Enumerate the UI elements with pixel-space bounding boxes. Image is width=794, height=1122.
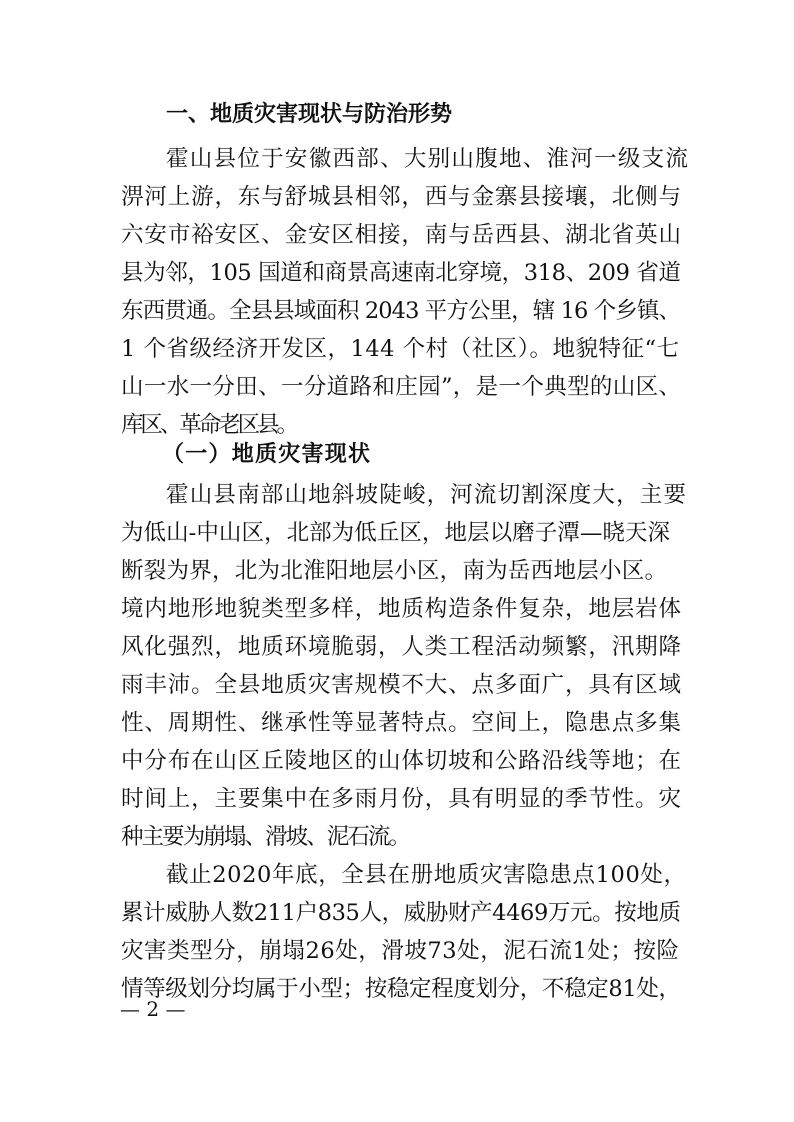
section-title: 一、地质灾害现状与防治形势 bbox=[166, 102, 452, 127]
paragraph-line: 情等级划分均属于小型；按稳定程度划分，不稳定81处， bbox=[121, 976, 681, 1002]
paragraph-line: 灾害类型分，崩塌26处，滑坡73处，泥石流1处；按险 bbox=[121, 938, 680, 964]
page-number: — 2 — bbox=[120, 997, 186, 1021]
paragraph-line: 种主要为崩塌、滑坡、泥石流。 bbox=[121, 824, 410, 850]
paragraph-line: 六安市裕安区、金安区相接，南与岳西县、湖北省英山 bbox=[121, 222, 682, 248]
paragraph-line: 1 个省级经济开发区，144 个村（社区）。地貌特征“七 bbox=[121, 336, 680, 362]
paragraph-line: 截止2020年底，全县在册地质灾害隐患点100处， bbox=[166, 862, 687, 888]
paragraph-line: 时间上，主要集中在多雨月份，具有明显的季节性。灾 bbox=[121, 786, 682, 812]
paragraph-line: 性、周期性、继承性等显著特点。空间上，隐患点多集 bbox=[121, 710, 682, 736]
paragraph-line: 淠河上游，东与舒城县相邻，西与金寨县接壤，北侧与 bbox=[121, 184, 682, 210]
paragraph-line: 累计威胁人数211户835人，威胁财产4469万元。按地质 bbox=[121, 900, 681, 926]
paragraph-line: 断裂为界，北为北淮阳地层小区，南为岳西地层小区。 bbox=[121, 558, 668, 584]
paragraph-line: 境内地形地貌类型多样，地质构造条件复杂，地层岩体 bbox=[121, 596, 682, 622]
paragraph-line: 东西贯通。全县县域面积 2043 平方公里，辖 16 个乡镇、 bbox=[121, 298, 681, 324]
paragraph-line: 雨丰沛。全县地质灾害规模不大、点多面广，具有区域 bbox=[121, 672, 682, 698]
paragraph-line: 中分布在山区丘陵地区的山体切坡和公路沿线等地；在 bbox=[121, 748, 682, 774]
paragraph-line: 风化强烈，地质环境脆弱，人类工程活动频繁，汛期降 bbox=[121, 634, 682, 660]
paragraph-line: 库区、革命老区县。 bbox=[121, 412, 296, 438]
paragraph-line: 县为邻，105 国道和商景高速南北穿境，318、209 省道 bbox=[121, 260, 681, 286]
paragraph-line: 山一水一分田、一分道路和庄园”，是一个典型的山区、 bbox=[121, 374, 682, 400]
paragraph-line: 霍山县南部山地斜坡陡峻，河流切割深度大，主要 bbox=[166, 482, 688, 508]
paragraph-line: 霍山县位于安徽西部、大别山腹地、淮河一级支流 bbox=[166, 146, 690, 172]
subsection-title: （一）地质灾害现状 bbox=[162, 442, 372, 467]
paragraph-line: 为低山-中山区，北部为低丘区，地层以磨子潭—晓天深 bbox=[121, 520, 671, 546]
